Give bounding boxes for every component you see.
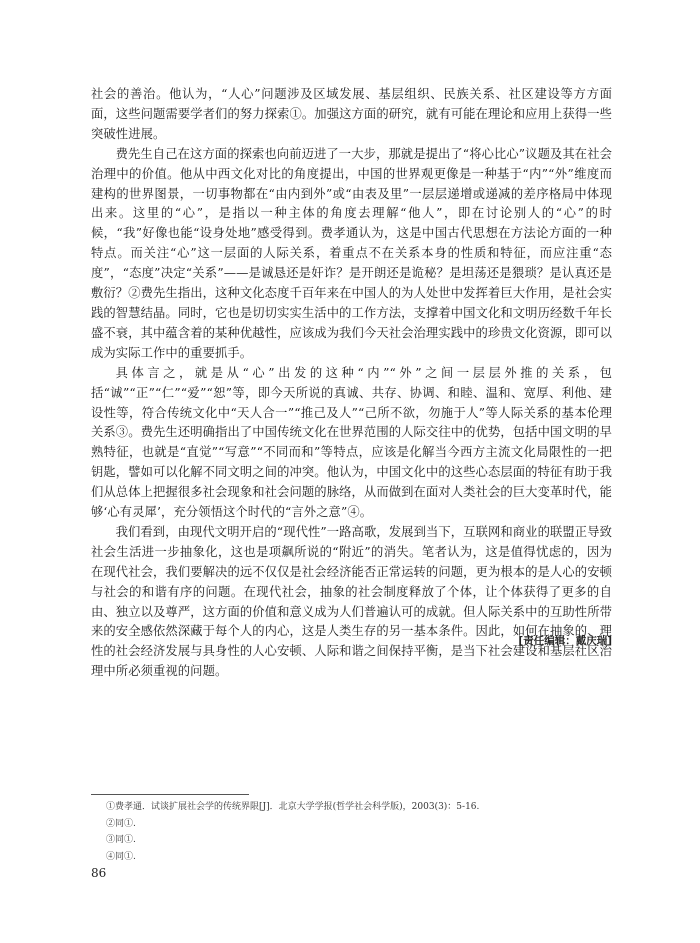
paragraph-2: 费先生自己在这方面的探索也向前迈进了一大步，那就是提出了“将心比心”议题及其在社会治理中的价值。他从中西文化对比的角度提出，中国的世界观更像是一种基于“内”“外”维度而建构的世界图景，一切事物都在“由内到外”或“由表及里”一层层递增或递减的差序格局中体现出来。这里的“心”，是指以一种主体的角度去理解“他人”，即在讨论别人的“心”的时候，“我”好像也能“设身处地”感受得到。费孝通认为，这是中国古代思想在方法论方面的一种特点。而关注“心”这一层面的人际关系，着重点不在关系本身的性质和特征，而应注重“态度”，“态度”决定“关系”——是诚恳还是奸诈？是开朗还是诡秘？是坦荡还是猥琐？是认真还是敷衍？②费先生指出，这种文化态度千百年来在中国人的为人处世中发挥着巨大作用，是社会实践的智慧结晶。同时，它也是切切实实生活中的工作方法，支撑着中国文化和文明历经数千年长盛不衰，其中蕴含着的某种优越性，应该成为我们今天社会治理实践中的珍贵文化资源，即可以成为实际工作中的重要抓手。 (91, 146, 612, 360)
footnote-1: ①费孝通．试谈扩展社会学的传统界限[J]．北京大学学报(哲学社会科学版)，2003(3)：5-16. (106, 802, 480, 812)
footnote-divider (91, 794, 249, 795)
footnote-4: ④同①. (106, 851, 136, 862)
footnote-3: ③同①. (106, 835, 136, 845)
responsible-editor-note: [责任编辑：戴庆瑞] (518, 635, 612, 647)
paragraph-1: 社会的善治。他认为，“人心”问题涉及区域发展、基层组织、民族关系、社区建设等方方面面，这些问题需要学者们的努力探索①。加强这方面的研究，就有可能在理论和应用上获得一些突破性进展。 (91, 87, 612, 141)
page-number: 86 (91, 866, 107, 880)
article-body (91, 85, 612, 682)
footnotes (106, 799, 606, 865)
paragraph-3: 具体言之，就是从“心”出发的这种“内”“外”之间一层层外推的关系，包括“诚”“正”“仁”“爱”“恕”等，即今天所说的真诚、共存、协调、和睦、温和、宽厚、利他、建设性等，符合传统文化中“天人合一”“推己及人”“己所不欲，勿施于人”等人际关系的基本伦理关系③。费先生还明确指出了中国传统文化在世界范围的人际交往中的优势，包括中国文明的早熟特征，也就是“直觉”“写意”“不同而和”等特点，应该是化解当今西方主流文化局限性的一把钥匙，譬如可以化解不同文明之间的冲突。他认为，中国文化中的这些心态层面的特征有助于我们从总体上把握很多社会现象和社会问题的脉络，从而做到在面对人类社会的巨大变革时代，能够‘心有灵犀’，充分领悟这个时代的“言外之意”④。 (91, 365, 612, 520)
footnote-2: ②同①. (106, 818, 136, 829)
paragraph-4: 我们看到，由现代文明开启的“现代性”一路高歌，发展到当下，互联网和商业的联盟正导致社会生活进一步抽象化，这也是项飙所说的“附近”的消失。笔者认为，这是值得忧虑的，因为在现代社会，我们要解决的远不仅仅是社会经济能否正常运转的问题，更为根本的是人心的安顿与社会的和谐有序的问题。在现代社会，抽象的社会制度释放了个体，让个体获得了更多的自由、独立以及尊严，这方面的价值和意义成为人们普遍认可的成就。但人际关系中的互助性所带来的安全感依然深藏于每个人的内心，这是人类生存的另一基本条件。因此，如何在抽象的、理性的社会经济发展与具身性的人心安顿、人际和谐之间保持平衡，是当下社会建设和基层社区治理中所必须重视的问题。 (91, 524, 612, 679)
